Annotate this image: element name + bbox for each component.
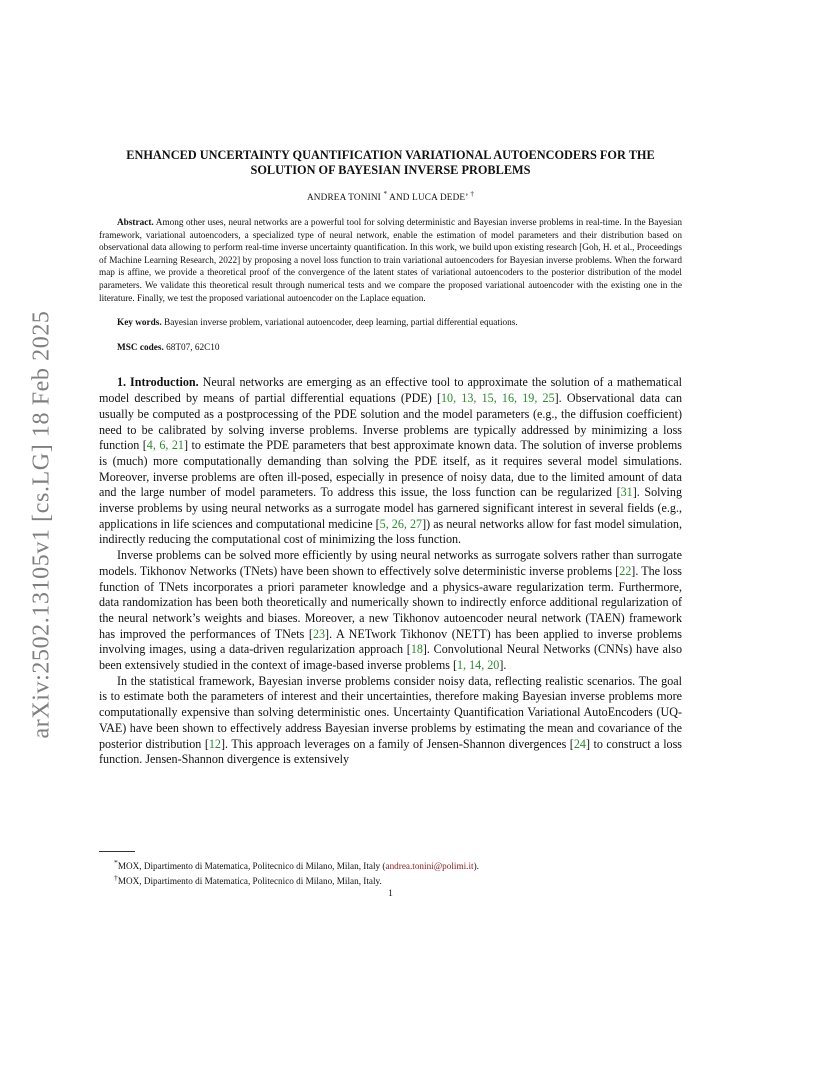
msc-text: 68T07, 62C10	[166, 342, 220, 353]
citation-link[interactable]: 18	[410, 642, 423, 657]
arxiv-stamp	[22, 287, 62, 762]
footnote-1-end: ).	[473, 861, 479, 872]
authors	[99, 188, 682, 203]
citation-link[interactable]: 24	[573, 736, 586, 751]
abstract-label: Abstract.	[117, 218, 154, 229]
title-line-1: ENHANCED UNCERTAINTY QUANTIFICATION VARIATIONAL AUTOENCODERS FOR THE	[126, 148, 655, 162]
footnote-1	[99, 857, 682, 872]
citation-link[interactable]: 5, 26, 27	[379, 516, 423, 531]
keywords	[99, 317, 682, 330]
footnote-rule	[99, 851, 135, 852]
footnote-2	[99, 872, 682, 887]
keywords-label: Key words.	[117, 318, 162, 329]
section-heading: 1. Introduction.	[117, 375, 199, 390]
p2-text-1: Inverse problems can be solved more efficiently by using neural networks as surrogate solvers rather than surrogate models. Tikhonov Networks (TNets) have been shown to effectively solve deterministic inverse problems [	[99, 548, 682, 578]
paper-page	[99, 148, 682, 768]
p1-text-4: ]. Solving inverse problems by using neural networks as a surrogate model has garnered significant interest in several fields (e.g., applications in life sciences and computational medicine [	[99, 485, 682, 531]
p2-text-5: ].	[499, 658, 507, 673]
p2-text-2: ]. The loss function of TNets incorporates a priori parameter knowledge and a physics-aware regularization term. Furthermore, data randomization has been both theoretically and numerically shown to indirectly enforce additional regularization of the neural network’s weights and biases. Moreover, a new Tikhonov autoencoder neural network (TAEN) framework has improved the performances of TNets [	[99, 563, 682, 641]
keywords-text: Bayesian inverse problem, variational autoencoder, deep learning, partial differential equations.	[164, 318, 518, 329]
msc-label: MSC codes.	[117, 342, 164, 353]
footnotes	[99, 851, 682, 887]
author-and: AND	[389, 192, 410, 203]
citation-link[interactable]: 1, 14, 20	[457, 658, 500, 673]
paper-title	[99, 148, 682, 178]
author-1-mark: *	[383, 190, 388, 198]
p1-text-2: ]. Observational data can usually be computed as a postprocessing of the PDE solution and the model parameters (e.g., the diffusion coefficient) need to be calibrated by solving inverse problems. Inverse problems are typically addressed by minimizing a loss function [	[99, 391, 683, 453]
title-line-2: SOLUTION OF BAYESIAN INVERSE PROBLEMS	[250, 163, 531, 177]
footnote-2-text: MOX, Dipartimento di Matematica, Politecnico di Milano, Milan, Italy.	[117, 876, 382, 887]
abstract	[99, 217, 682, 305]
email-link[interactable]: andrea.tonini@polimi.it	[385, 861, 474, 872]
citation-link[interactable]: 23	[312, 626, 326, 641]
footnote-1-mark: *	[114, 858, 118, 867]
intro-paragraph-2	[99, 548, 682, 674]
p3-text-3: ] to construct a loss function. Jensen-Shannon divergence is extensively	[99, 736, 683, 767]
footnote-2-mark: †	[114, 873, 118, 883]
p1-text-3: ] to estimate the PDE parameters that best approximate known data. The solution of inverse problems is (much) more computationally demanding than solving the PDE itself, as it requires several model simulations. Moreover, inverse problems are often ill-posed, especially in presence of noisy data, due to the limited amount of data and the large number of model parameters. To address this issue, the loss function can be regularized [	[99, 438, 683, 500]
author-2: LUCA DEDE’	[412, 192, 468, 203]
citation-link[interactable]: 12	[208, 736, 221, 751]
intro-paragraph-1	[99, 375, 682, 548]
abstract-text: Among other uses, neural networks are a powerful tool for solving deterministic and Bayesian inverse problems in real-time. In the Bayesian framework, variational autoencoders, a specialized type of neural network, enable the estimation of model parameters and their distribution based on observational data allowing to perform real-time inverse uncertainty quantification. In this work, we build upon existing research [Goh, H. et al., Proceedings of Machine Learning Research, 2022] by proposing a novel loss function to train variational autoencoders for Bayesian inverse problems. When the forward map is affine, we provide a theoretical proof of the convergence of the latent states of variational autoencoders to the posterior distribution of the model parameters. We validate this theoretical result through numerical tests and we compare the proposed variational autoencoder with the existing one in the literature. Finally, we test the proposed variational autoencoder on the Laplace equation.	[99, 218, 683, 304]
p2-text-4: ]. Convolutional Neural Networks (CNNs) have also been extensively studied in the context of image-based inverse problems [	[99, 642, 682, 673]
citation-link[interactable]: 10, 13, 15, 16, 19, 25	[441, 391, 555, 406]
p1-text-5: ]) as neural networks allow for fast model simulation, indirectly reducing the computational cost of minimizing the loss function.	[99, 516, 682, 547]
p3-text-1: In the statistical framework, Bayesian inverse problems consider noisy data, reflecting realistic scenarios. The goal is to estimate both the parameters of interest and their uncertainties, therefore making Bayesian inverse problems more computationally expensive than solving deterministic ones. Uncertainty Quantification Variational AutoEncoders (UQ-VAE) have been shown to effectively address Bayesian inverse problems by estimating the mean and covariance of the posterior distribution [	[99, 673, 682, 751]
citation-link[interactable]: 31	[620, 485, 633, 500]
p2-text-3: ]. A NETwork Tikhonov (NETT) has been applied to inverse problems involving images, using a data-driven regularization approach [	[99, 626, 682, 657]
msc-codes	[99, 342, 682, 355]
citation-link[interactable]: 22	[619, 563, 632, 578]
footnote-1-text: MOX, Dipartimento di Matematica, Politecnico di Milano, Milan, Italy (	[117, 861, 386, 872]
page-number: 1	[388, 889, 393, 899]
arxiv-id: arXiv:2502.13105v1 [cs.LG] 18 Feb 2025	[28, 310, 55, 739]
p3-text-2: ]. This approach leverages on a family of Jensen-Shannon divergences [	[220, 736, 574, 751]
p1-text-1: Neural networks are emerging as an effective tool to approximate the solution of a mathematical model described by means of partial differential equations (PDE) [	[99, 375, 682, 406]
citation-link[interactable]: 4, 6, 21	[146, 438, 184, 453]
author-1: ANDREA TONINI	[306, 192, 381, 203]
intro-paragraph-3	[99, 674, 682, 768]
introduction	[99, 375, 682, 768]
author-2-mark: †	[470, 190, 475, 198]
